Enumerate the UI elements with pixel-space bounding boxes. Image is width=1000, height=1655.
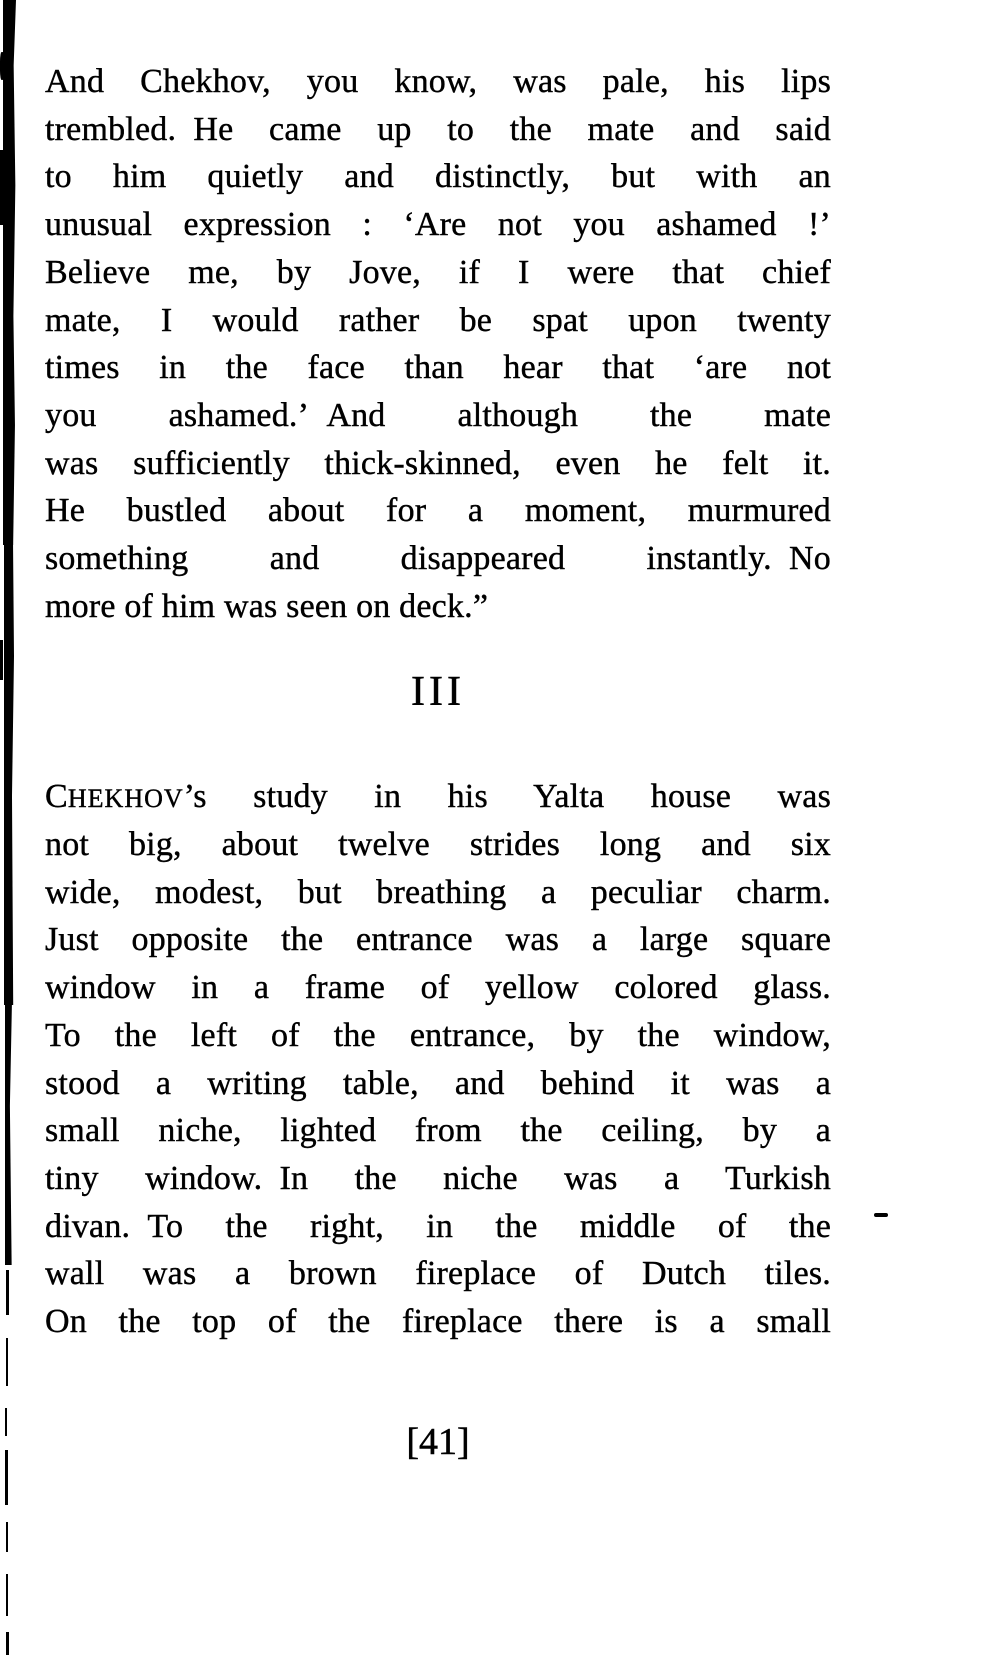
gutter-shadow-segment <box>4 540 14 1005</box>
text-line: mate, I would rather be spat upon twenty <box>45 301 831 339</box>
gutter-shadow-segment <box>3 0 16 545</box>
paragraph-2 <box>45 773 831 1346</box>
lead-capital: C <box>45 778 68 815</box>
section-heading: III <box>411 669 465 715</box>
gutter-shadow-dash <box>5 1408 7 1436</box>
text-line: to him quietly and distinctly, but with an <box>45 158 831 196</box>
gutter-shadow-dash <box>6 1270 9 1315</box>
text-line: window in a frame of yellow colored glass. <box>45 969 831 1007</box>
gutter-shadow-dash <box>6 1522 8 1552</box>
text-line: To the left of the entrance, by the window, <box>45 1016 831 1054</box>
text-line: small niche, lighted from the ceiling, by a <box>45 1112 831 1150</box>
text-line: trembled. He came up to the mate and said <box>45 110 831 148</box>
text-line: was sufficiently thick-skinned, even he felt it. <box>45 444 831 482</box>
text-line: Believe me, by Jove, if I were that chief <box>45 253 831 291</box>
gutter-shadow-dash <box>5 1450 8 1505</box>
text-line: wall was a brown fireplace of Dutch tiles. <box>45 1255 831 1293</box>
text-line: He bustled about for a moment, murmured <box>45 492 831 530</box>
text-line: something and disappeared instantly. No <box>45 540 831 578</box>
line-remainder: ’s study in his Yalta house was <box>183 778 831 815</box>
text-line: And Chekhov, you know, was pale, his lips <box>45 63 831 100</box>
margin-ink-mark <box>0 640 3 680</box>
margin-ink-mark <box>0 150 3 225</box>
text-line: On the top of the fireplace there is a small <box>45 1303 831 1341</box>
gutter-shadow-dash <box>6 1574 8 1616</box>
text-line: divan. To the right, in the middle of the <box>45 1207 831 1245</box>
text-line: unusual expression : ‘Are not you ashamed !’ <box>45 206 831 244</box>
margin-ink-mark <box>0 52 5 80</box>
gutter-shadow-dash <box>6 1632 9 1655</box>
stray-dash-mark <box>874 1213 888 1217</box>
text-line: wide, modest, but breathing a peculiar charm. <box>45 873 831 911</box>
paragraph-1 <box>45 58 831 630</box>
text-line: more of him was seen on deck.” <box>45 587 489 625</box>
smallcaps-name: HEKHOV <box>67 784 184 813</box>
text-line: tiny window. In the niche was a Turkish <box>45 1159 831 1197</box>
text-line: not big, about twelve strides long and six <box>45 826 831 863</box>
text-line: Just opposite the entrance was a large square <box>45 921 831 959</box>
gutter-shadow-segment <box>5 1000 12 1265</box>
text-line: stood a writing table, and behind it was a <box>45 1064 831 1102</box>
text-line: times in the face than hear that ‘are not <box>45 349 831 387</box>
text-line: you ashamed.’ And although the mate <box>45 396 831 434</box>
gutter-shadow-dash <box>6 1338 8 1386</box>
page-number: [41] <box>406 1421 470 1463</box>
text-line-smallcaps-lead <box>45 773 831 821</box>
